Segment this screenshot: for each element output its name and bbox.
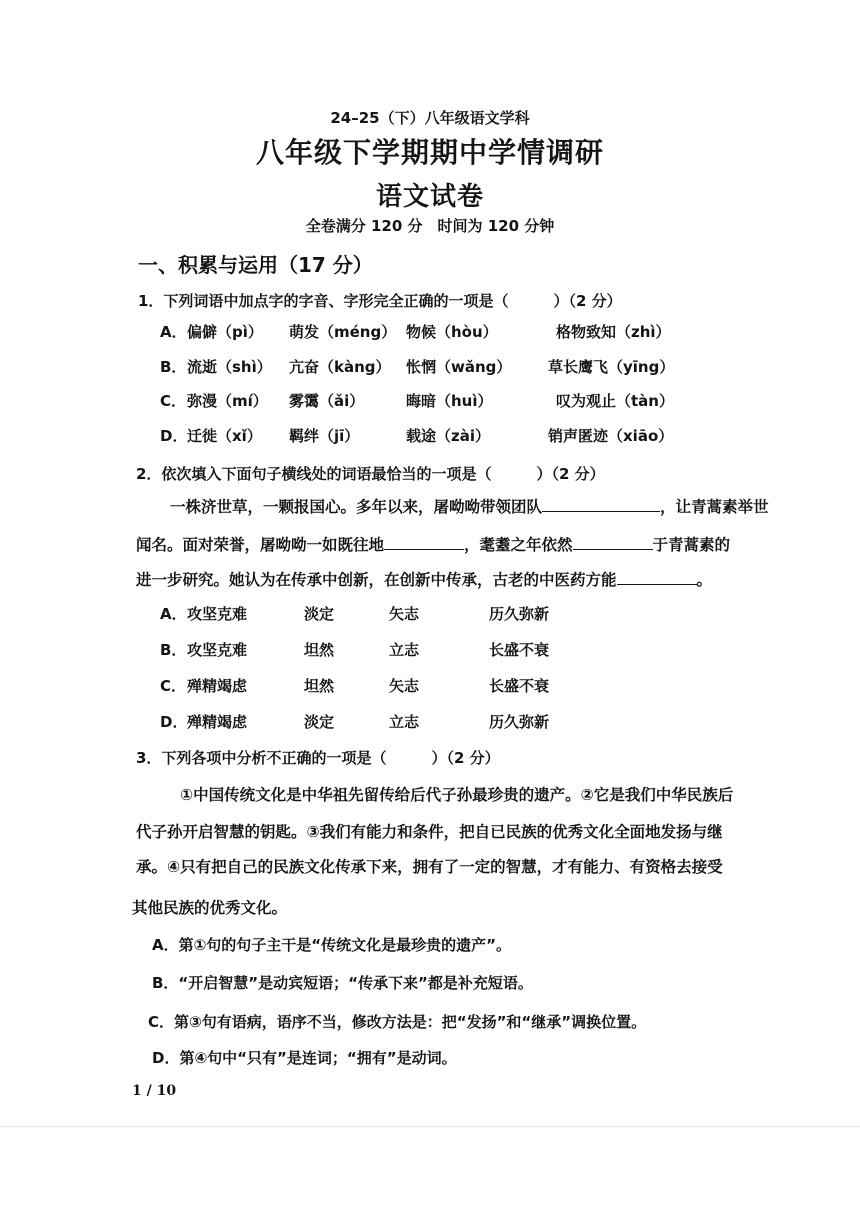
option-word: 立志 — [389, 713, 420, 731]
option-label: C． — [160, 392, 187, 410]
option-word: 萌发（méng） — [289, 323, 397, 341]
option-word: 弥漫（mí） — [187, 392, 268, 410]
option-word: 载途（zài） — [406, 427, 490, 445]
option-word: 长盛不衰 — [489, 677, 550, 695]
question-3-option-b: B．“开启智慧”是动宾短语；“传承下来”都是补充短语。 — [152, 974, 533, 992]
passage-text: 进一步研究。她认为在传承中创新，在创新中传承，古老的中医药方能 — [136, 571, 617, 589]
option-word: 立志 — [389, 641, 420, 659]
passage-text: 闻名。面对荣誉，屠呦呦一如既往地 — [136, 536, 385, 554]
option-word: 长盛不衰 — [489, 641, 550, 659]
question-2-passage-line — [170, 495, 769, 517]
section-heading: 一、积累与运用（17 分） — [138, 253, 373, 277]
option-word: 攻坚克难 — [187, 605, 248, 623]
question-3-option-d: D．第④句中“只有”是连词；“拥有”是动词。 — [152, 1049, 457, 1067]
option-word: 晦暗（huì） — [406, 392, 493, 410]
option-label: B． — [160, 358, 187, 376]
passage-text: 一株济世草，一颗报国心。多年以来，屠呦呦带领团队 — [170, 498, 543, 516]
passage-text: 。 — [696, 571, 713, 589]
question-3-passage-line: ①中国传统文化是中华祖先留传给后代子孙最珍贵的遗产。②它是我们中华民族后 — [180, 786, 734, 804]
fill-blank — [617, 570, 697, 585]
option-word: 矢志 — [389, 677, 420, 695]
fill-blank — [542, 497, 660, 512]
option-label: B． — [160, 641, 187, 659]
question-3-passage-line: 承。④只有把自己的民族文化传承下来，拥有了一定的智慧，才有能力、有资格去接受 — [136, 858, 723, 876]
paper-title: 语文试卷 — [375, 182, 484, 212]
option-word: 坦然 — [304, 641, 335, 659]
option-word: 偏僻（pì） — [187, 323, 263, 341]
question-3-option-c: C．第③句有语病，语序不当，修改方法是：把“发扬”和“继承”调换位置。 — [148, 1013, 647, 1031]
passage-text: 于青蒿素的 — [652, 536, 731, 554]
option-word: 销声匿迹（xiāo） — [548, 427, 674, 445]
option-label: A． — [160, 605, 187, 623]
option-word: 草长鹰飞（yīng） — [548, 358, 675, 376]
question-2-passage-line — [136, 568, 712, 590]
question-3-option-a: A．第①句的句子主干是“传统文化是最珍贵的遗产”。 — [152, 936, 512, 954]
question-3-stem: 3．下列各项中分析不正确的一项是（ ）（2 分） — [136, 749, 500, 767]
option-word: 怅惘（wǎng） — [406, 358, 512, 376]
option-word: 淡定 — [304, 713, 335, 731]
option-word: 雾霭（ǎi） — [289, 392, 365, 410]
option-word: 历久弥新 — [489, 605, 550, 623]
passage-text: ，耄耋之年依然 — [464, 536, 573, 554]
question-3-passage-line: 代子孙开启智慧的钥匙。③我们有能力和条件，把自已民族的优秀文化全面地发扬与继 — [136, 823, 723, 841]
score-time-info: 全卷满分 120 分 时间为 120 分钟 — [305, 217, 555, 235]
option-word: 坦然 — [304, 677, 335, 695]
exam-title: 八年级下学期期中学情调研 — [255, 136, 604, 169]
option-word: 攻坚克难 — [187, 641, 248, 659]
option-word: 淡定 — [304, 605, 335, 623]
question-1-stem: 1．下列词语中加点字的字音、字形完全正确的一项是（ ）（2 分） — [138, 292, 622, 310]
option-word: 物候（hòu） — [406, 323, 498, 341]
option-word: 亢奋（kàng） — [289, 358, 391, 376]
option-word: 流逝（shì） — [187, 358, 272, 376]
option-word: 格物致知（zhì） — [556, 323, 671, 341]
page-bottom-margin — [0, 1126, 860, 1216]
option-label: D． — [160, 713, 188, 731]
option-word: 矢志 — [389, 605, 420, 623]
option-word: 殚精竭虑 — [187, 677, 248, 695]
option-word: 羁绊（jī） — [289, 427, 360, 445]
page-number: 1 / 10 — [132, 1083, 177, 1099]
passage-text: ，让青蒿素举世 — [660, 498, 769, 516]
question-2-stem: 2．依次填入下面句子横线处的词语最恰当的一项是（ ）（2 分） — [136, 465, 605, 483]
fill-blank — [384, 535, 464, 550]
option-word: 迁徙（xǐ） — [187, 427, 262, 445]
option-word: 历久弥新 — [489, 713, 550, 731]
question-2-passage-line — [136, 533, 730, 555]
option-label: A． — [160, 323, 187, 341]
fill-blank — [573, 535, 653, 550]
option-label: C． — [160, 677, 187, 695]
exam-subtitle: 24–25（下）八年级语文学科 — [330, 109, 530, 127]
option-word: 殚精竭虑 — [187, 713, 248, 731]
option-label: D． — [160, 427, 188, 445]
option-word: 叹为观止（tàn） — [556, 392, 674, 410]
question-3-passage-line: 其他民族的优秀文化。 — [132, 899, 288, 917]
